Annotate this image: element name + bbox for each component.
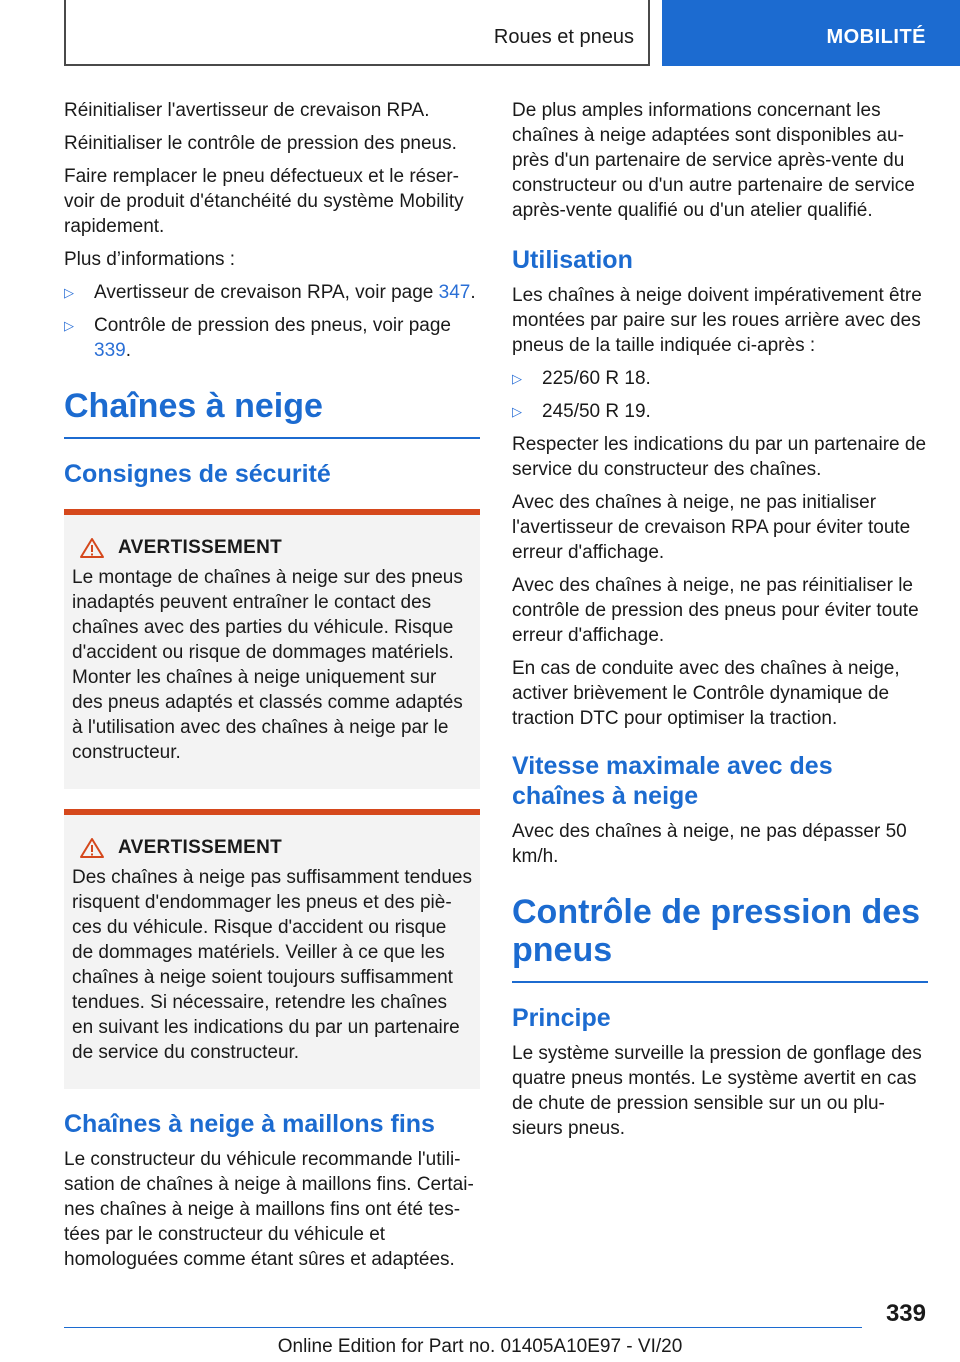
heading-snow-chains: Chaînes à neige [64, 387, 480, 439]
heading-principle: Principe [512, 1004, 611, 1032]
warning-box [64, 809, 480, 1089]
reference-punct: . [125, 340, 131, 361]
left-column [64, 98, 480, 1280]
paragraph-more-info: Plus d’informations : [64, 249, 236, 270]
paragraph-fine-chains: Le constructeur du véhicule recommande l'utilisation de chaînes à neige à maillons fins. Certaines chaînes à neige à maillons fins ont été testées par le constructeur du véhicule et homologuées comme étant sûres et adaptées. [64, 1149, 474, 1270]
list-item [512, 366, 928, 391]
footer-divider [64, 1327, 862, 1328]
header-section-title: Roues et pneus [493, 26, 634, 48]
warning-text: Des chaînes à neige pas suffisamment tendues risquent d'endommager les pneus et des pièces du véhicule. Risque d'accident ou risque de dommages matériels. Veiller à ce que les chaînes à neige soient toujours suffisamment tendues. Si nécessaire, retendre les chaînes en suivant les indications du par un partenaire de service du constructeur. [72, 867, 472, 1063]
paragraph-principle: Le système surveille la pression de gonflage des quatre pneus montés. Le système avertit en cas de chute de pression sensible sur un ou plusieurs pneus. [512, 1043, 922, 1139]
reference-text: Contrôle de pression des pneus, voir page [94, 315, 452, 336]
triangle-right-outline-icon: ▷ [512, 404, 522, 419]
header-section-tab [64, 0, 650, 66]
tyre-size: 225/60 R 18. [542, 368, 651, 389]
paragraph-dtc: En cas de conduite avec des chaînes à neige, activer brièvement le Contrôle dynamique de traction DTC pour optimiser la traction. [512, 658, 900, 729]
heading-fine-chains: Chaînes à neige à maillons fins [64, 1110, 435, 1138]
page-link-339[interactable]: 339 [94, 340, 126, 361]
reference-punct: . [470, 282, 476, 303]
warning-title: AVERTISSEMENT [118, 837, 283, 858]
paragraph-usage: Les chaînes à neige doivent impérativement être montées par paire sur les roues arrière avec des pneus de la taille indiquée ci-après : [512, 285, 922, 356]
reference-text: Avertisseur de crevaison RPA, voir page [94, 282, 439, 303]
warning-triangle-icon [72, 537, 112, 559]
triangle-right-outline-icon: ▷ [64, 318, 74, 333]
footer-edition [0, 1336, 960, 1358]
paragraph-reset-tpms: Réinitialiser le contrôle de pression des pneus. [64, 133, 457, 154]
tyre-size: 245/50 R 19. [542, 401, 651, 422]
list-item [64, 280, 480, 305]
list-item [64, 313, 480, 363]
triangle-right-outline-icon: ▷ [64, 285, 74, 300]
footer-edition-text: Online Edition for Part no. 01405A10E97 - VI/20 [277, 1336, 683, 1357]
triangle-right-outline-icon: ▷ [512, 371, 522, 386]
paragraph-replace-tyre: Faire remplacer le pneu défectueux et le réservoir de produit d'étanchéité du système Mobility rapidement. [64, 166, 464, 237]
page-number: 339 [885, 1300, 926, 1327]
right-column [512, 98, 928, 1149]
heading-usage: Utilisation [512, 246, 633, 274]
paragraph-more-info-chains: De plus amples informations concernant les chaînes à neige adaptées sont disponibles auprès d'un partenaire de service après-vente du constructeur ou d'un autre partenaire de service après-vente qualifié ou d'un atelier qualifié. [512, 100, 915, 221]
header-chapter-title: MOBILITÉ [826, 26, 926, 48]
reference-list [64, 280, 480, 363]
heading-max-speed: Vitesse maximale avec des chaînes à neige [512, 752, 833, 810]
paragraph-rpa: Avec des chaînes à neige, ne pas initialiser l'avertisseur de crevaison RPA pour éviter toute erreur d'affichage. [512, 492, 911, 563]
warning-triangle-icon [72, 837, 112, 859]
heading-tpms: Contrôle de pression des pneus [512, 893, 928, 983]
warning-text: Le montage de chaînes à neige sur des pneus inadaptés peuvent entraîner le contact des chaînes avec des parties du véhicule. Risque d'accident ou risque de dommages matériels. Monter les chaînes à neige uniquement sur des pneus adaptés et classés comme adaptés à l'utilisation avec des chaînes à neige par le constructeur. [72, 567, 463, 763]
warning-title: AVERTISSEMENT [118, 537, 283, 558]
tyre-size-list [512, 366, 928, 424]
warning-box [64, 509, 480, 789]
page-link-347[interactable]: 347 [438, 282, 471, 303]
paragraph-reset-rpa: Réinitialiser l'avertisseur de crevaison RPA. [64, 100, 430, 121]
heading-safety: Consignes de sécurité [64, 460, 331, 488]
paragraph-reinit: Avec des chaînes à neige, ne pas réinitialiser le contrôle de pression des pneus pour éviter toute erreur d'affichage. [512, 575, 919, 646]
header-chapter-tab [662, 0, 960, 66]
paragraph-respect: Respecter les indications du par un partenaire de service du constructeur des chaînes. [512, 434, 927, 480]
list-item [512, 399, 928, 424]
paragraph-max-speed: Avec des chaînes à neige, ne pas dépasser 50 km/h. [512, 821, 907, 867]
